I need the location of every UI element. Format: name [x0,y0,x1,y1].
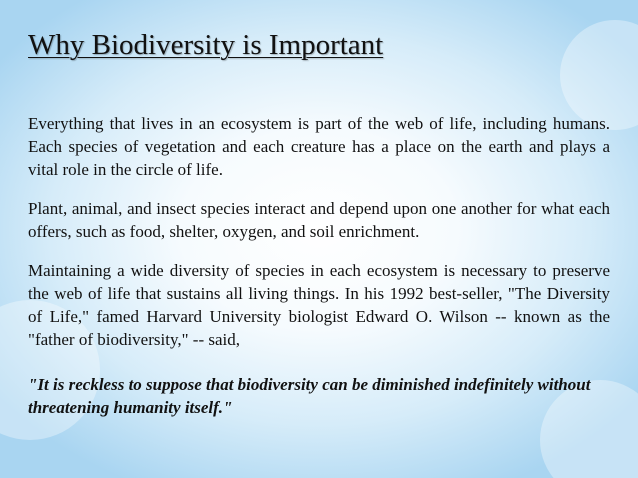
slide-body [28,112,610,435]
paragraph-species-interact: Plant, animal, and insect species interact and depend upon one another for what each offers, such as food, shelter, oxygen, and soil enrichment. [28,199,610,241]
wilson-quote: "It is reckless to suppose that biodiversity can be diminished indefinitely without threatening humanity itself." [28,375,591,417]
slide-title: Why Biodiversity is Important [28,29,384,61]
paragraph-diversity-necessary: Maintaining a wide diversity of species in each ecosystem is necessary to preserve the web of life that sustains all living things. In his 1992 best-seller, "The Diversity of Life," famed Harvard University biologist Edward O. Wilson -- known as the "father of biodiversity," -- said, [28,261,610,349]
paragraph-web-of-life: Everything that lives in an ecosystem is part of the web of life, including humans. Each species of vegetation and each creature has a place on the earth and plays a vital role in the circle of life. [28,114,610,179]
